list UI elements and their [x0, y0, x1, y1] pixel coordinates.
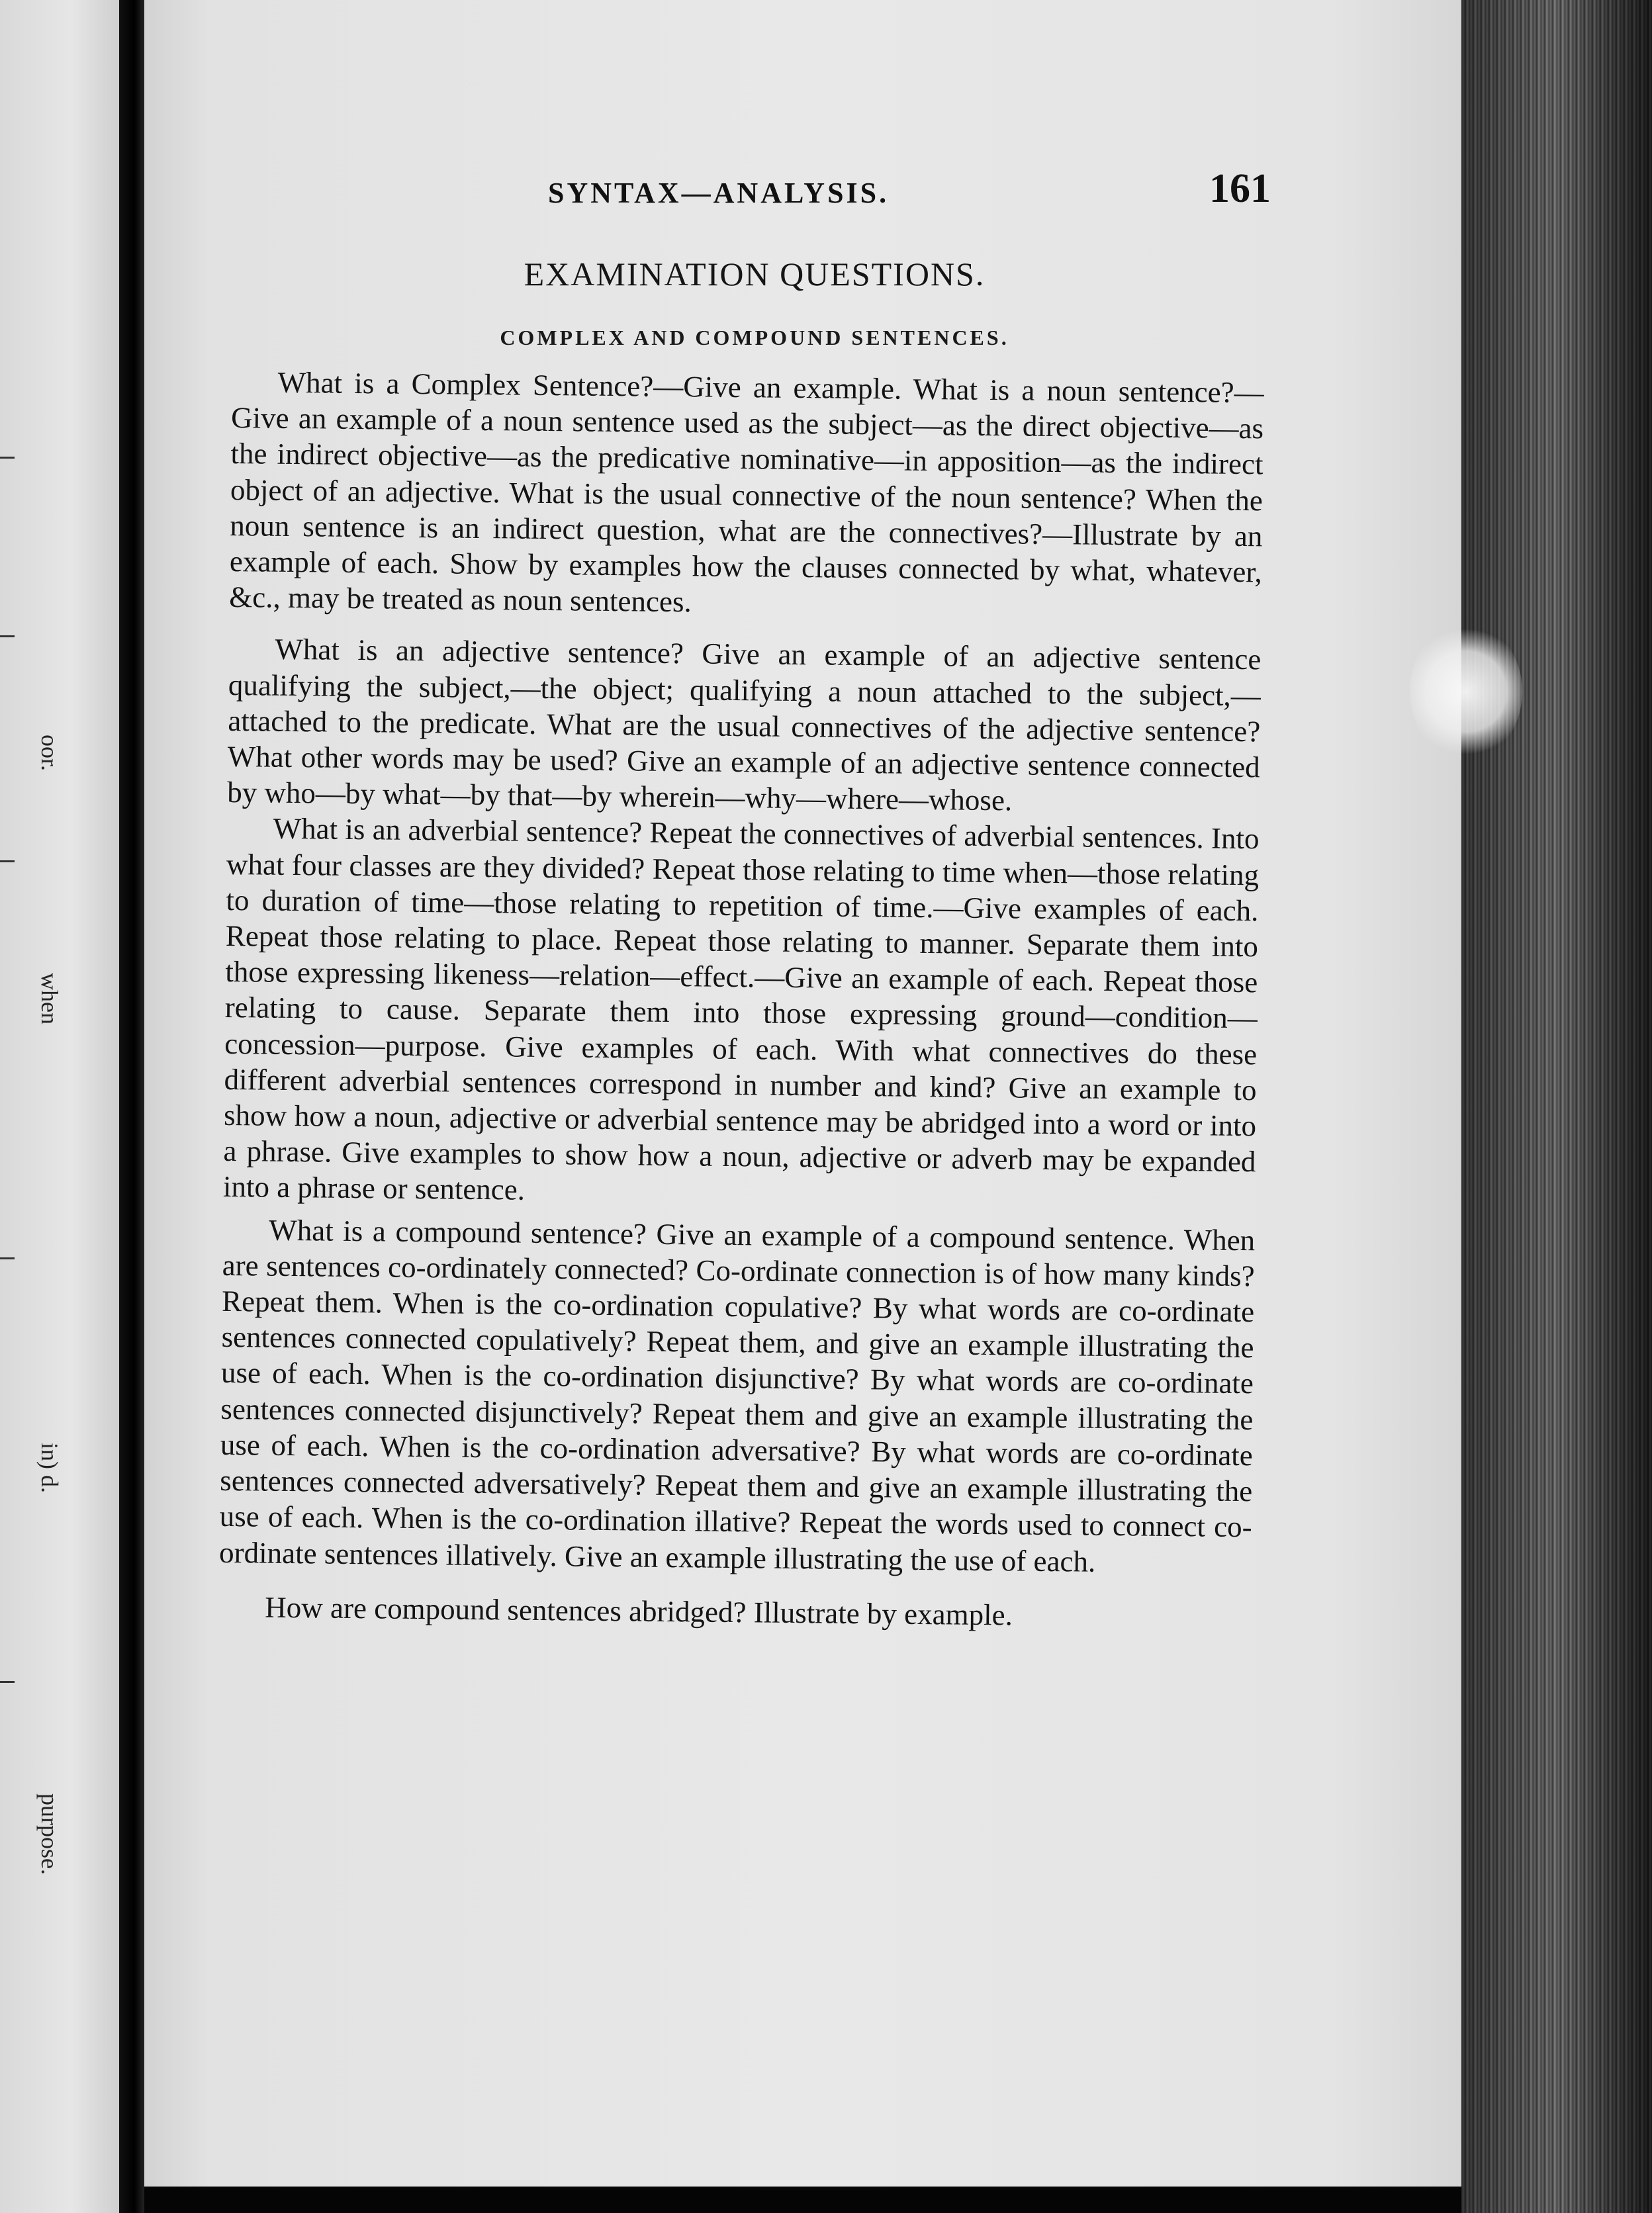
left-page-fragment: when: [36, 973, 63, 1024]
page-edges-shading: [1461, 0, 1652, 2213]
margin-tick: [0, 457, 15, 459]
paper-stain: [1410, 622, 1522, 761]
book-gutter: [119, 0, 144, 2213]
margin-tick: [0, 1681, 15, 1683]
scan-border: [144, 2187, 1461, 2213]
page-number: 161: [1209, 166, 1271, 211]
running-head: [238, 165, 1271, 218]
section-subheading: COMPLEX AND COMPOUND SENTENCES.: [500, 326, 1009, 349]
paragraph: What is a Complex Sentence?—Give an example. What is a noun sentence?—Give an example of a noun sentence used as the subject—as the direct objective—as the indirect objective—as the predicative nominative—in apposition—as the indirect object of an adjective. What is the usual connective of the noun sentence? When the noun sentence is an indirect question, what are the connectives?—Illustrate by an example of each. Show by examples how the clauses connected by what, whatever, &c., may be treated as noun sentences.: [229, 365, 1264, 619]
margin-tick: [0, 635, 15, 637]
left-page-fragment: in) d.: [36, 1443, 63, 1493]
left-page-fragment: oor.: [36, 735, 63, 772]
margin-tick: [0, 1257, 15, 1259]
left-page-fragment: purpose.: [36, 1793, 63, 1875]
body-text: [218, 364, 1264, 1635]
paragraph: What is an adverbial sentence? Repeat the connectives of adverbial sentences. Into what four classes are they divided? Repeat those relating to time when—those relating to duration of time—those relating to repetition of time.—Give examples of each. Repeat those relating to place. Repeat those relating to manner. Separate them into those expressing likeness—relation—effect.—Give an example of each. Repeat those relating to cause. Separate them into those expressing ground—condition—concession—purpose. Give examples of each. With what connectives do these different adverbial sentences correspond in number and kind? Give an example to show how a noun, adjective or adverbial sentence may be abridged into a word or into a phrase. Give examples to show how a noun, adjective or adverb may be expanded into a phrase or sentence.: [222, 812, 1260, 1207]
running-head-title: SYNTAX—ANALYSIS.: [548, 177, 890, 209]
paragraph: What is an adjective sentence? Give an example of an adjective sentence qualifying the subject,—the object; qualifying a noun attached to the subject,—attached to the predicate. What are the usual connectives of the adjective sentence? What other words may be used? Give an example of an adjective sentence connected by who—by what—by that—by wherein—why—where—whose.: [226, 633, 1262, 817]
paragraph: What is a compound sentence? Give an example of a compound sentence. When are sentences co-ordinately connected? Co-ordinate connection is of how many kinds? Repeat them. When is the co-ordination copulative? By what words are co-ordinate sentences connected copulatively? Repeat them, and give an example illustrating the use of each. When is the co-ordination disjunctive? By what words are co-ordinate sentences connected disjunctively? Repeat them and give an example illustrating the use of each. When is the co-ordination adversative? By what words are co-ordinate sentences connected adversatively? Repeat them and give an example illustrating the use of each. When is the co-ordination illative? Repeat the words used to connect co-ordinate sentences illatively. Give an example illustrating the use of each.: [218, 1213, 1256, 1578]
margin-tick: [0, 860, 15, 862]
paragraph: How are compound sentences abridged? Illustrate by example.: [265, 1590, 1013, 1632]
left-page-margin: [0, 0, 119, 2213]
section-heading: EXAMINATION QUESTIONS.: [524, 255, 986, 293]
